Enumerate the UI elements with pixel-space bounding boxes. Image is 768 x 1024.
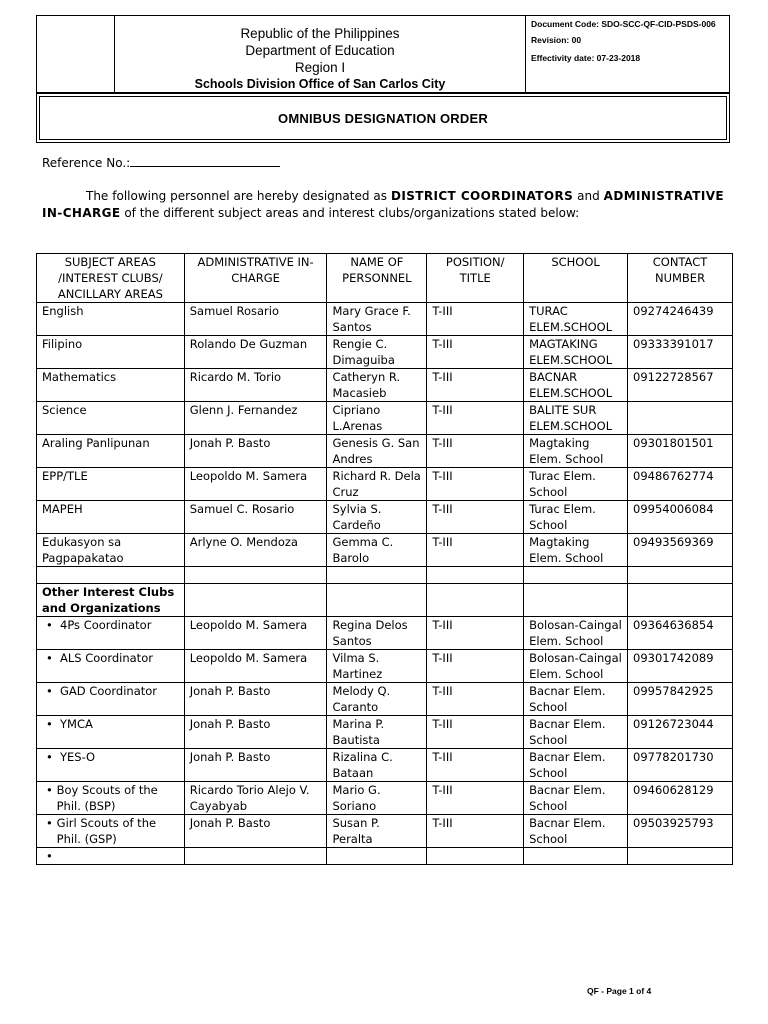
table-cell: 09778201730 xyxy=(628,749,733,782)
col-header: NAME OF PERSONNEL xyxy=(327,254,427,303)
table-cell: Sylvia S. Cardeño xyxy=(327,501,427,534)
doc-info xyxy=(526,16,729,92)
table-row xyxy=(37,815,733,848)
table-row xyxy=(37,782,733,815)
table-cell: Science xyxy=(37,402,185,435)
effectivity-date: Effectivity date: 07-23-2018 xyxy=(531,53,641,63)
table-cell: MAPEH xyxy=(37,501,185,534)
subheading-cell: Other Interest Clubs and Organizations xyxy=(37,584,185,617)
table-cell xyxy=(184,848,327,865)
table-cell xyxy=(524,584,628,617)
col-header: ADMINISTRATIVE IN-CHARGE xyxy=(184,254,327,303)
table-cell: English xyxy=(37,303,185,336)
table-cell: Ricardo M. Torio xyxy=(184,369,327,402)
table-cell: Marina P. Bautista xyxy=(327,716,427,749)
table-cell: Araling Panlipunan xyxy=(37,435,185,468)
table-cell: Gemma C. Barolo xyxy=(327,534,427,567)
table-cell: Rolando De Guzman xyxy=(184,336,327,369)
table-cell xyxy=(628,848,733,865)
title-box xyxy=(36,93,730,143)
table-row xyxy=(37,303,733,336)
cell-text: YES-O xyxy=(60,750,96,764)
intro-bold-1: DISTRICT COORDINATORS xyxy=(390,189,574,203)
intro-paragraph xyxy=(42,188,724,222)
table-cell xyxy=(37,815,185,848)
table-cell: Jonah P. Basto xyxy=(184,435,327,468)
bullet-icon: • xyxy=(46,651,53,665)
table-row xyxy=(37,501,733,534)
office-line: Schools Division Office of San Carlos City xyxy=(194,77,446,91)
revision: Revision: 00 xyxy=(531,35,582,45)
col-header: SCHOOL xyxy=(524,254,628,303)
table-cell: Regina Delos Santos xyxy=(327,617,427,650)
reference-blank-line xyxy=(130,156,280,167)
table-cell xyxy=(37,617,185,650)
table-cell xyxy=(327,567,427,584)
doc-code: Document Code: SDO-SCC-QF-CID-PSDS-006 xyxy=(531,19,716,29)
table-cell: 09957842925 xyxy=(628,683,733,716)
cell-text: ALS Coordinator xyxy=(60,651,153,665)
table-cell: Samuel Rosario xyxy=(184,303,327,336)
intro-text-2: and xyxy=(577,189,600,203)
reference-number xyxy=(42,156,280,170)
table-cell: BALITE SUR ELEM.SCHOOL xyxy=(524,402,628,435)
logo-cell xyxy=(37,16,115,92)
designation-table xyxy=(36,253,733,865)
table-cell: Ricardo Torio Alejo V. Cayabyab xyxy=(184,782,327,815)
table-cell: Arlyne O. Mendoza xyxy=(184,534,327,567)
table-row xyxy=(37,749,733,782)
table-row xyxy=(37,683,733,716)
table-cell: Melody Q. Caranto xyxy=(327,683,427,716)
table-cell: Filipino xyxy=(37,336,185,369)
table-row xyxy=(37,567,733,584)
table-cell: T-III xyxy=(427,336,524,369)
cell-text: GAD Coordinator xyxy=(60,684,158,698)
table-cell: Leopoldo M. Samera xyxy=(184,617,327,650)
table-cell: Bolosan-Caingal Elem. School xyxy=(524,650,628,683)
table-cell: Rizalina C. Bataan xyxy=(327,749,427,782)
col-header: CONTACT NUMBER xyxy=(628,254,733,303)
table-cell: T-III xyxy=(427,369,524,402)
cell-text: Boy Scouts of the Phil. (BSP) xyxy=(56,783,158,813)
table-cell: Vilma S. Martinez xyxy=(327,650,427,683)
bullet-icon: • xyxy=(46,618,53,632)
table-cell: Leopoldo M. Samera xyxy=(184,650,327,683)
col-header: POSITION/ TITLE xyxy=(427,254,524,303)
table-cell: Cipriano L.Arenas xyxy=(327,402,427,435)
department-line: Department of Education xyxy=(245,43,395,58)
table-cell: 09503925793 xyxy=(628,815,733,848)
table-cell: 09301742089 xyxy=(628,650,733,683)
table-cell xyxy=(184,584,327,617)
table-cell: T-III xyxy=(427,501,524,534)
bullet-icon: • xyxy=(46,684,53,698)
table-row xyxy=(37,848,733,865)
table-cell xyxy=(427,584,524,617)
table-cell: 09274246439 xyxy=(628,303,733,336)
table-cell: MAGTAKING ELEM.SCHOOL xyxy=(524,336,628,369)
table-cell xyxy=(184,567,327,584)
table-row xyxy=(37,369,733,402)
table-cell: Richard R. Dela Cruz xyxy=(327,468,427,501)
table-cell xyxy=(37,683,185,716)
cell-text: YMCA xyxy=(60,717,93,731)
region-line: Region I xyxy=(294,60,346,75)
table-cell: Magtaking Elem. School xyxy=(524,534,628,567)
table-cell: 09493569369 xyxy=(628,534,733,567)
table-cell: 09301801501 xyxy=(628,435,733,468)
table-cell: Glenn J. Fernandez xyxy=(184,402,327,435)
intro-text-1: The following personnel are hereby designated as xyxy=(86,189,388,203)
table-cell: Jonah P. Basto xyxy=(184,749,327,782)
table-cell xyxy=(524,848,628,865)
table-cell xyxy=(628,402,733,435)
bullet-icon: • xyxy=(46,750,53,764)
reference-label: Reference No.: xyxy=(42,156,131,170)
table-cell: T-III xyxy=(427,749,524,782)
table-cell: T-III xyxy=(427,468,524,501)
table-cell: T-III xyxy=(427,716,524,749)
table-row xyxy=(37,402,733,435)
table-cell: Samuel C. Rosario xyxy=(184,501,327,534)
table-cell xyxy=(37,848,185,865)
bullet-icon: • xyxy=(46,816,53,830)
table-cell: Rengie C. Dimaguiba xyxy=(327,336,427,369)
table-cell: TURAC ELEM.SCHOOL xyxy=(524,303,628,336)
page-footer: QF - Page 1 of 4 xyxy=(587,986,652,996)
table-cell xyxy=(524,567,628,584)
table-cell: Magtaking Elem. School xyxy=(524,435,628,468)
table-cell: Bacnar Elem. School xyxy=(524,749,628,782)
table-cell: Jonah P. Basto xyxy=(184,815,327,848)
table-cell: Catheryn R. Macasieb xyxy=(327,369,427,402)
table-cell: Bacnar Elem. School xyxy=(524,716,628,749)
cell-text: 4Ps Coordinator xyxy=(60,618,152,632)
document-header xyxy=(36,15,730,93)
table-cell xyxy=(37,716,185,749)
table-cell: Edukasyon sa Pagpapakatao xyxy=(37,534,185,567)
table-cell: Bolosan-Caingal Elem. School xyxy=(524,617,628,650)
col-header: SUBJECT AREAS /INTEREST CLUBS/ ANCILLARY AREAS xyxy=(37,254,185,303)
table-cell xyxy=(37,650,185,683)
republic-line: Republic of the Philippines xyxy=(240,26,400,41)
table-row xyxy=(37,617,733,650)
table-row xyxy=(37,534,733,567)
table-cell: T-III xyxy=(427,534,524,567)
table-row xyxy=(37,716,733,749)
table-cell xyxy=(628,584,733,617)
table-cell xyxy=(37,749,185,782)
subheading-row xyxy=(37,584,733,617)
table-cell: Mary Grace F. Santos xyxy=(327,303,427,336)
table-cell: BACNAR ELEM.SCHOOL xyxy=(524,369,628,402)
table-row xyxy=(37,468,733,501)
table-cell: T-III xyxy=(427,815,524,848)
bullet-icon: • xyxy=(46,717,53,731)
table-header-row xyxy=(37,254,733,303)
table-cell xyxy=(427,567,524,584)
table-cell: Turac Elem. School xyxy=(524,468,628,501)
bullet-icon: • xyxy=(46,783,53,797)
table-cell: T-III xyxy=(427,617,524,650)
agency-block xyxy=(115,16,526,92)
table-cell: 09486762774 xyxy=(628,468,733,501)
table-cell: Bacnar Elem. School xyxy=(524,815,628,848)
table-cell: Jonah P. Basto xyxy=(184,716,327,749)
table-cell: Bacnar Elem. School xyxy=(524,782,628,815)
table-cell: 09954006084 xyxy=(628,501,733,534)
intro-text-3: of the different subject areas and interest clubs/organizations stated below: xyxy=(124,206,580,220)
table-cell: Mario G. Soriano xyxy=(327,782,427,815)
table-cell xyxy=(37,782,185,815)
table-cell xyxy=(327,848,427,865)
table-cell: 09122728567 xyxy=(628,369,733,402)
table-cell: 09364636854 xyxy=(628,617,733,650)
table-cell xyxy=(327,584,427,617)
table-cell: 09333391017 xyxy=(628,336,733,369)
table-cell: 09460628129 xyxy=(628,782,733,815)
table-cell: Mathematics xyxy=(37,369,185,402)
table-cell: T-III xyxy=(427,650,524,683)
page-title: OMNIBUS DESIGNATION ORDER xyxy=(39,96,727,140)
table-row xyxy=(37,336,733,369)
table-cell: Turac Elem. School xyxy=(524,501,628,534)
table-cell: T-III xyxy=(427,435,524,468)
table-cell: T-III xyxy=(427,782,524,815)
table-cell: Jonah P. Basto xyxy=(184,683,327,716)
table-cell: T-III xyxy=(427,303,524,336)
table-cell: Susan P. Peralta xyxy=(327,815,427,848)
table-row xyxy=(37,435,733,468)
bullet-icon: • xyxy=(46,849,53,863)
table-cell: T-III xyxy=(427,683,524,716)
table-cell: T-III xyxy=(427,402,524,435)
table-row xyxy=(37,650,733,683)
intro-bold-2: ADMINISTRATIVE IN-CHARGE xyxy=(42,189,724,220)
table-cell xyxy=(37,567,185,584)
table-cell: EPP/TLE xyxy=(37,468,185,501)
table-cell: Leopoldo M. Samera xyxy=(184,468,327,501)
table-cell xyxy=(427,848,524,865)
table-cell: Bacnar Elem. School xyxy=(524,683,628,716)
table-cell: 09126723044 xyxy=(628,716,733,749)
cell-text: Girl Scouts of the Phil. (GSP) xyxy=(56,816,157,846)
table-cell xyxy=(628,567,733,584)
table-cell: Genesis G. San Andres xyxy=(327,435,427,468)
